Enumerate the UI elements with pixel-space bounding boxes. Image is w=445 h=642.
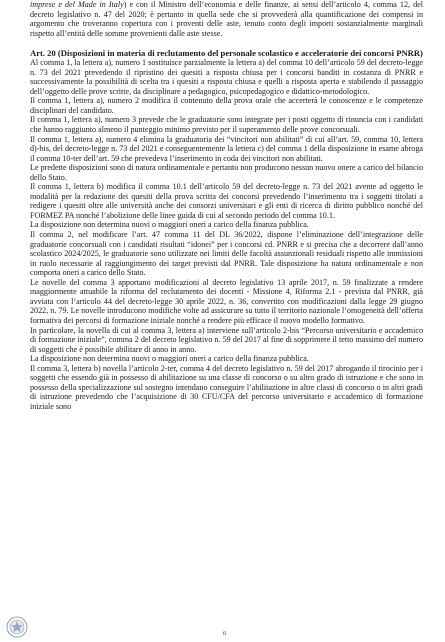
paragraph: Al comma 1, la lettera a), numero 1 sostituisce parzialmente la lettera a) del comma 10 dell’articolo 59 del decreto-legge n. 73 del 2021 prevedendo il ripristino dei quesiti a risposta chiusa per i concorsi banditi in costanza di PNRR e successivamente la possibilità di scelta tra i quesiti a risposta chiusa e quelli a risposta aperta e stabilendo il passaggio dell’oggetto delle prove scritte, da disciplinare a pedagogico, psicopedagogico e didattico-metodologico. [30, 58, 423, 96]
article-heading: Art. 20 (Disposizioni in materia di reclutamento del personale scolastico e acceleratorie dei concorsi PNRR) [30, 48, 423, 59]
paragraph: Le novelle del comma 3 apportano modificazioni al decreto legislativo 13 aprile 2017, n. 59 finalizzate a rendere maggiormente attuabile la riforma del reclutamento dei docenti - Missione 4, Riforma 2.1 - prevista dal PNRR, già avviata con l’articolo 44 del decreto-legge 30 aprile 2022, n. 36, convertito con modificazioni dalla legge 29 giugno 2022, n. 79. Le novelle introducono modifiche volte ad assicurare su tutto il territorio nazionale l’omogeneità dell’offerta formativa dei percorsi di formazione iniziale nonché a rendere più efficace il nuovo modello formativo. [30, 277, 423, 325]
document-page [30, 0, 423, 411]
paragraph: Il comma 3, lettera b) novella l’articolo 2-ter, comma 4 del decreto legislativo n. 59 del 2017 abrogando il tirocinio per i soggetti che essendo già in possesso di abilitazione su una classe di concorso o su altro grado di istruzione e che sono in possesso della specializzazione sul sostegno intendano conseguire l’abilitazione in altre classi di concorso o in altri gradi di istruzione prevedendo che l’acquisizione di 30 CFU/CFA del percorso universitario e accademico di formazione iniziale sono [30, 363, 423, 411]
paragraph: Le predette disposizioni sono di natura ordinamentale e pertanto non producono nessun nuovo onere a carico del bilancio dello Stato. [30, 163, 423, 182]
paragraph: La disposizione non determina nuovi o maggiori oneri a carico della finanza pubblica. [30, 354, 309, 364]
paragraph: Il comma 1, lettera a), numero 2 modifica il contenuto della prova orale che accerterà le conoscenze e le competenze disciplinari del candidato. [30, 96, 423, 115]
intro-paragraph [30, 0, 423, 38]
paragraph: In particolare, la novella di cui al comma 3, lettera a) interviene sull’articolo 2-bis “Percorso universitario e accademico di formazione iniziale”, comma 2 del decreto legislativo n. 59 del 2017 al fine di sopprimere il tetto massimo del numero di soggetti che è possibile abilitare di anno in anno. [30, 325, 423, 354]
paragraph: La disposizione non determina nuovi o maggiori oneri a carico della finanza pubblica. [30, 220, 309, 230]
paragraph: Il comma 1, lettera a), numero 3 prevede che le graduatorie sono integrate per i posti oggetto di rinuncia con i candidati che hanno raggiunto almeno il punteggio minimo previsto per il superamento delle prove concorsuali. [30, 115, 423, 135]
page-number: 6 [223, 630, 227, 637]
intro-italic: imprese e del Made in Italy [30, 0, 124, 9]
intro-text: ) e con il Ministro dell’economia e delle finanze, ai sensi dell’articolo 4, comma 12, del decreto legislativo n. 47 del 2020; è pertanto in quella sede che si provvederà alla quantificazione dei compensi in argomento che troveranno copertura con i proventi delle aste, tenuto conto degli importi sostanzialmente marginali rispetto all’entità delle somme provenienti dalle aste stesse. [30, 0, 423, 38]
paragraph: Il comma 1, lettera b) modifica il comma 10.1 dell’articolo 59 del decreto-legge n. 73 del 2021 avente ad oggetto le modalità per la redazione dei quesiti della prova scritta dei concorsi prevedendo l’inserimento tra i soggetti titolati a redigere i quesiti oltre alle università anche dei consorzi universitari e gli enti di ricerca di diritto pubblico nonché del FORMEZ PA nonché l’abolizione delle linee guida di cui al secondo periodo del comma 10.1. [30, 182, 423, 220]
paragraph: Il comma 2, nel modificare l’art. 47 comma 11 del DL 36/2022, dispone l’eliminazione dell’integrazione delle graduatorie concorsuali con i candidati risultati “idonei” per i concorsi cd. PNRR e si precisa che a decorrere dall’anno scolastico 2024/2025, le graduatorie sono utilizzate nei limiti delle facoltà assunzionali residuali rispetto alle immissioni in ruolo necessarie al raggiungimento dei target previsti dal PNRR. Tale disposizione ha natura ordinamentale e non comporta oneri a carico dello Stato. [30, 230, 423, 278]
paragraph: Il comma 1, lettera a), numero 4 elimina la graduatoria dei “vincitori non abilitati” di cui all’art. 59, comma 10, lettera d)-bis, del decreto-legge n. 73 del 2021 e conseguentemente la lettera c) del comma 1 della disposizione in esame abroga il comma 10-ter dell’art. 59 che prevedeva l’inserimento in coda dei vincitori non abilitati. [30, 134, 423, 163]
republic-seal-icon [6, 616, 28, 638]
